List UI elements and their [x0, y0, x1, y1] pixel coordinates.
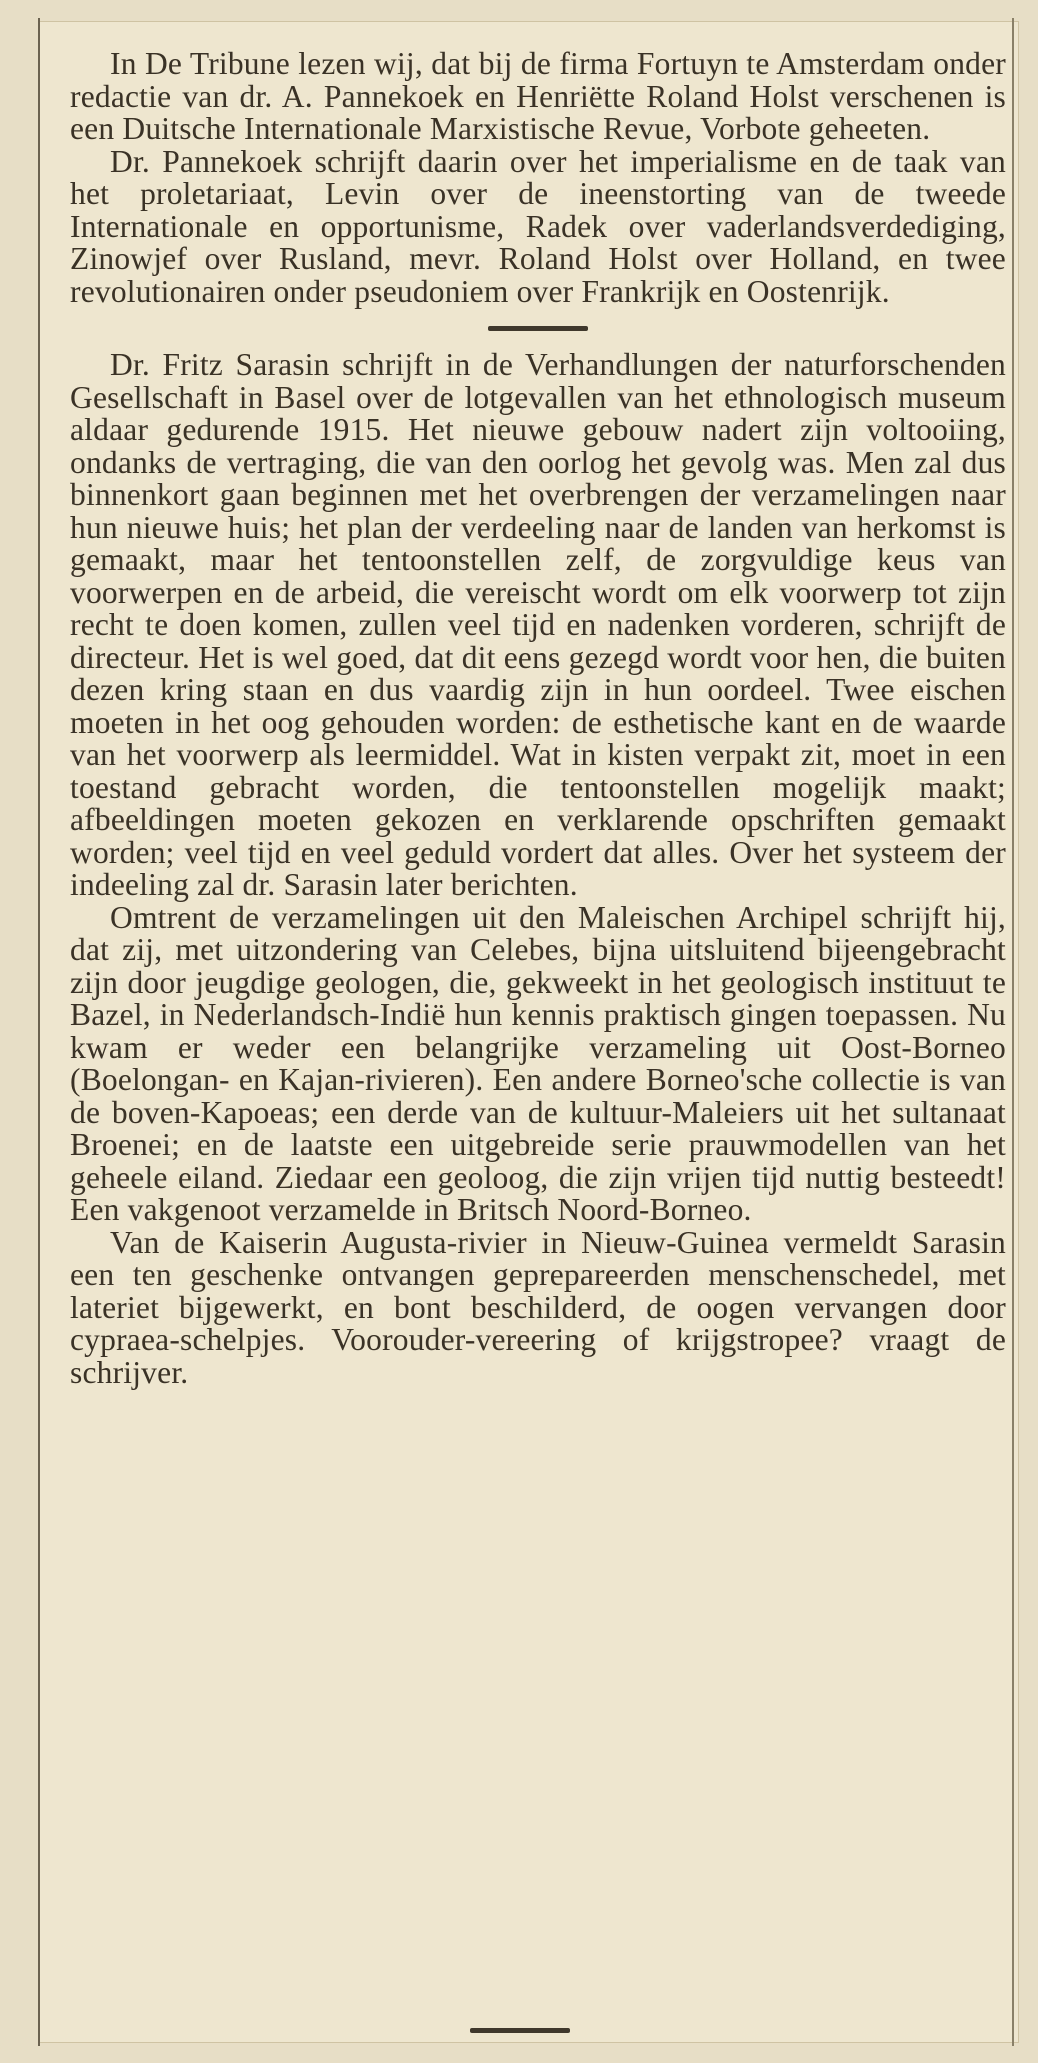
paragraph-pannekoek: Dr. Pannekoek schrijft daarin over het imperialisme en de taak van het proletariaat, Levin over de ineenstorting van de tweede Internationale en opportunisme, Radek over vaderlandsverdediging, Zinowjef over Rusland, mevr. Roland Holst over Holland, en twee revolutionairen onder pseudoniem over Frankrijk en Oostenrijk. — [70, 143, 1006, 309]
article-column — [70, 48, 1006, 1389]
paragraph-malay-archipelago: Omtrent de verzamelingen uit den Maleischen Archipel schrijft hij, dat zij, met uitzondering van Celebes, bijna uitsluitend bijeengebracht zijn door jeugdige geologen, die, gekweekt in het geologisch instituut te Bazel, in Nederlandsch-Indië hun kennis praktisch gingen toepassen. Nu kwam er weder een belangrijke verzameling uit Oost-Borneo (Boelongan- en Kajan-rivieren). Een andere Borneo'sche collectie is van de boven-Kapoeas; een derde van de kultuur-Maleiers uit het sultanaat Broenei; en de laatste een uitgebreide serie prauwmodellen van het geheele eiland. Ziedaar een geoloog, die zijn vrijen tijd nuttig besteedt! Een vakgenoot verzamelde in Britsch Noord-Borneo. — [70, 899, 1006, 1227]
paragraph-sarasin-museum: Dr. Fritz Sarasin schrijft in de Verhandlungen der naturforschenden Gesellschaft in Basel over de lotgevallen van het ethnologisch museum aldaar gedurende 1915. Het nieuwe gebouw nadert zijn voltooiing, ondanks de vertraging, die van den oorlog het gevolg was. Men zal dus binnenkort gaan beginnen met het overbrengen der verzamelingen naar hun nieuwe huis; het plan der verdeeling naar de landen van herkomst is gemaakt, maar het tentoonstellen zelf, de zorgvuldige keus van voorwerpen en de arbeid, die vereischt wordt om elk voorwerp tot zijn recht te doen komen, zullen veel tijd en nadenken vorderen, schrijft de directeur. Het is wel goed, dat dit eens gezegd wordt voor hen, die buiten dezen kring staan en dus vaardig zijn in hun oordeel. Twee eischen moeten in het oog gehouden worden: de esthetische kant en de waarde van het voorwerp als leermiddel. Wat in kisten verpakt zit, moet in een toestand gebracht worden, die tentoonstellen mogelijk maakt; afbeeldingen moeten gekozen en verklarende opschriften gemaakt worden; veel tijd en veel geduld vordert dat alles. Over het systeem der indeeling zal dr. Sarasin later berichten. — [70, 347, 1006, 902]
end-divider — [470, 2028, 570, 2033]
right-column-rule — [1012, 18, 1014, 2046]
left-column-rule — [38, 18, 40, 2046]
paragraph-vorbote: In De Tribune lezen wij, dat bij de firma Fortuyn te Amsterdam onder redactie van dr. A. Pannekoek en Henriëtte Roland Holst verschenen is een Duitsche Internationale Marxistische Revue, Vorbote geheeten. — [70, 46, 1006, 146]
paragraph-kaiserin-augusta: Van de Kaiserin Augusta-rivier in Nieuw-Guinea vermeldt Sarasin een ten geschenke ontvangen geprepareerden menschenschedel, met lateriet bijgewerkt, en bont beschilderd, de oogen vervangen door cypraea-schelpjes. Voorouder-vereering of krijgstropee? vraagt de schrijver. — [70, 1224, 1006, 1390]
section-divider — [488, 326, 588, 331]
